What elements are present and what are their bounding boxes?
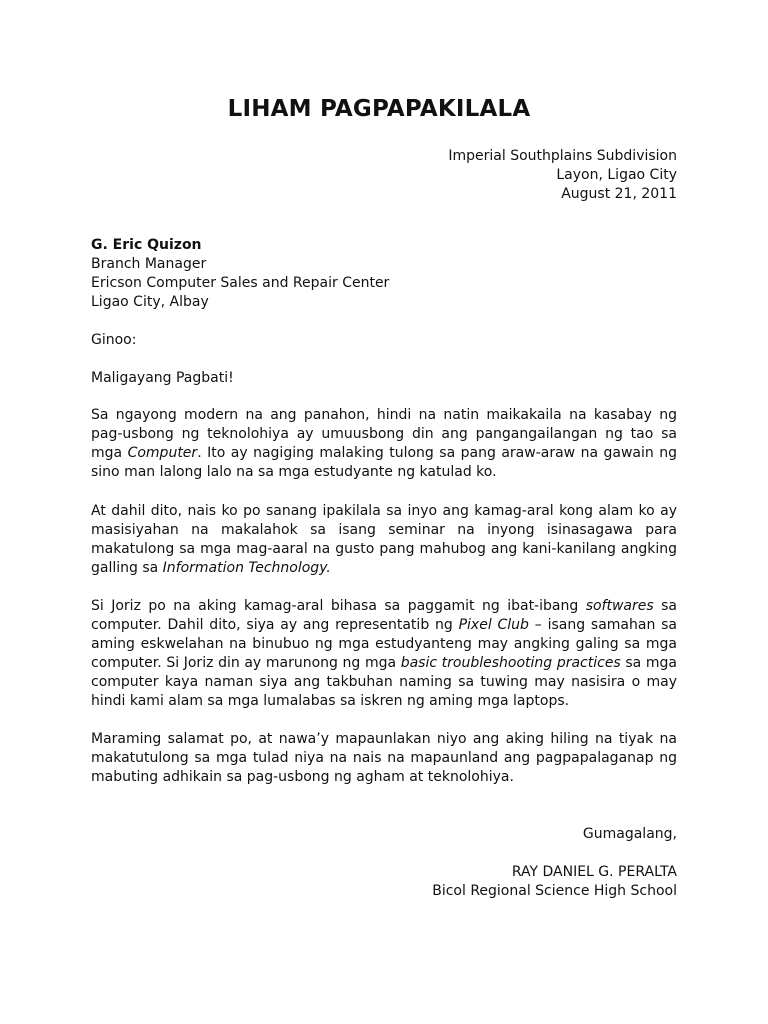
letter-date: August 21, 2011 (561, 186, 677, 202)
sender-address-line2: Layon, Ligao City (556, 167, 677, 183)
recipient-block (91, 236, 389, 312)
document-title: LIHAM PAGPAPAKILALA (227, 96, 531, 122)
paragraph-2-text-a: At dahil dito, nais ko po sanang ipakilala sa inyo ang kamag-aral kong alam ko ay masisiyahan na makalahok sa isang seminar na inyong isinasagawa para makatulong sa mga mag-aaral na gusto pang mahubog ang kani-kanilang angking galling sa (91, 503, 677, 576)
paragraph-1-text-a: Sa ngayong modern na ang panahon, hindi na natin maikakaila na kasabay ng pag-usbong ng teknolohiya ay umuusbong din ang pangangailangan ng tao sa mga (91, 407, 677, 461)
signer-name: RAY DANIEL G. PERALTA (511, 864, 677, 880)
paragraph-3-text-e: – isang samahan sa aming eskwelahan na binubuo ng mga estudyanteng may angking galing sa mga computer. Si Joriz din ay marunong ng mga (91, 617, 677, 671)
paragraph-2-emphasis: Information Technology. (162, 560, 331, 576)
salutation: Ginoo: (91, 332, 137, 348)
recipient-name: G. Eric Quizon (91, 237, 202, 253)
sender-address-block (448, 147, 677, 204)
paragraph-3-text-g: sa mga computer kaya naman siya ang takbuhan naming sa tuwing may nasisira o may hindi kami alam sa mga lumalabas sa iskren ng aming mga laptops. (91, 655, 677, 709)
sender-address-line1: Imperial Southplains Subdivision (448, 148, 677, 164)
paragraph-3-emphasis-pixel-club: Pixel Club (458, 617, 529, 633)
paragraph-3-emphasis-softwares: softwares (585, 598, 654, 614)
recipient-company: Ericson Computer Sales and Repair Center (91, 275, 390, 291)
paragraph-1-text-c: . Ito ay nagiging malaking tulong sa pang araw-araw na gawain ng sino man lalong lalo na sa mga estudyante ng katulad ko. (91, 445, 677, 480)
signer-school: Bicol Regional Science High School (432, 883, 677, 899)
paragraph-3-text-c: sa computer. Dahil dito, siya ay ang representatib ng (91, 598, 677, 633)
paragraph-4: Maraming salamat po, at nawa’y mapaunlakan niyo ang aking hiling na tiyak na makatutulong sa mga tulad niya na nais na mapaunland ang pagpapalaganap ng mabuting adhikain sa pag-usbong ng agham at teknolohiya. (91, 731, 677, 785)
recipient-position: Branch Manager (91, 256, 207, 272)
paragraph-3-emphasis-practices: basic troubleshooting practices (400, 655, 621, 671)
recipient-location: Ligao City, Albay (91, 294, 209, 310)
valediction: Gumagalang, (582, 826, 677, 842)
greeting: Maligayang Pagbati! (91, 370, 234, 386)
paragraph-1 (91, 406, 677, 482)
paragraph-2 (91, 502, 677, 578)
paragraph-3 (91, 597, 677, 711)
paragraph-3-text-a: Si Joriz po na aking kamag-aral bihasa sa paggamit ng ibat-ibang (91, 598, 586, 614)
paragraph-1-emphasis: Computer (127, 445, 198, 461)
